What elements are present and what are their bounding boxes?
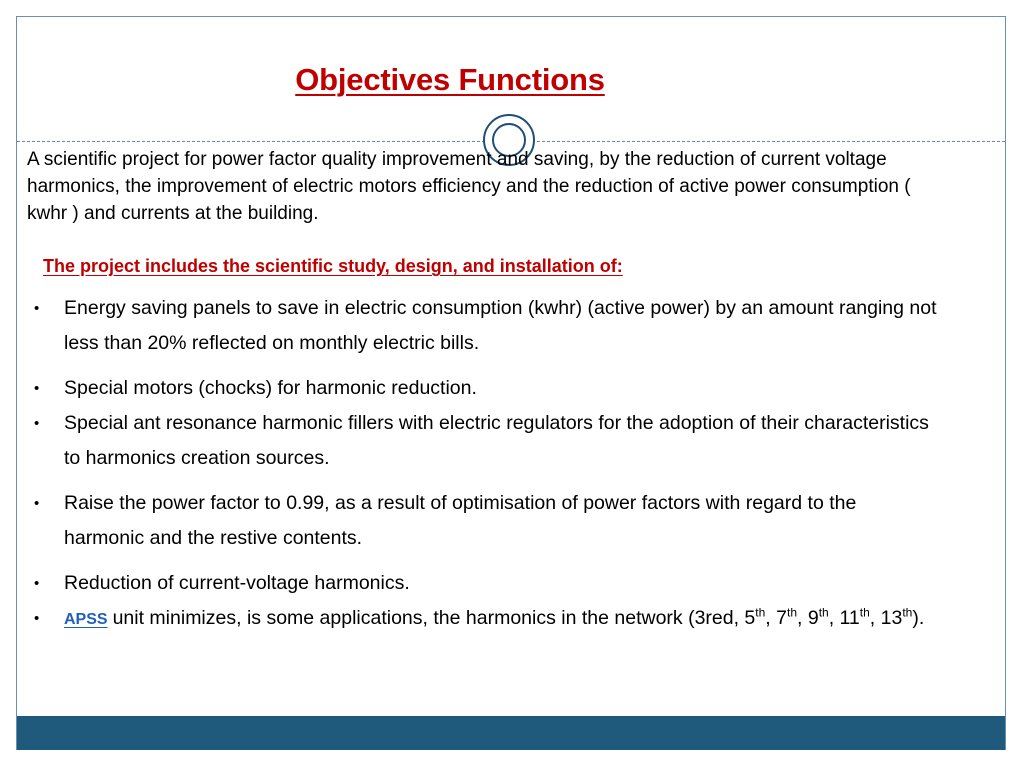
footer-bar [17,716,1005,750]
section-subheading: The project includes the scientific study, design, and installation of: [43,256,623,276]
list-item-text: Raise the power factor to 0.99, as a result of optimisation of power factors with regard to the harmonic and the restive contents. [64,492,857,549]
ordinal-suffix: th [902,605,913,620]
list-item-text: Special ant resonance harmonic fillers with electric regulators for the adoption of their characteristics to harmonics creation sources. [64,412,929,469]
list-item-text: Special motors (chocks) for harmonic reduction. [64,377,477,399]
bullet-icon: • [34,300,40,317]
list-item [30,371,940,406]
slide-title: Objectives Functions [295,62,605,97]
apss-text-a: unit minimizes, is some applications, the harmonics in the network (3red, 5 [112,607,756,629]
bullet-icon: • [34,380,40,397]
ordinal-suffix: th [786,605,797,620]
intro-paragraph: A scientific project for power factor quality improvement and saving, by the reduction of current voltage harmonics, the improvement of electric motors efficiency and the reduction of active power consumption ( kwhr ) and currents at the building. [27,149,911,224]
ordinal-suffix: th [859,605,870,620]
ordinal-suffix: th [755,605,766,620]
apss-link[interactable]: APSS [64,611,108,628]
list-item-text: Energy saving panels to save in electric consumption (kwhr) (active power) by an amount ranging not less than 20% reflected on monthly electric bills. [64,297,937,354]
list-item [30,406,940,476]
ordinal-suffix: th [818,605,829,620]
list-item-apss [30,601,940,637]
list-item [30,486,940,556]
list-item-text: Reduction of current-voltage harmonics. [64,572,410,594]
bullet-icon: • [34,575,40,592]
list-item [30,291,940,361]
objectives-list [30,291,940,637]
apss-text-e: , 13 [869,607,903,629]
bullet-icon: • [34,495,40,512]
apss-text-c: , 9 [797,607,819,629]
apss-text-d: , 11 [828,607,860,629]
bullet-icon: • [34,415,40,432]
apss-text-b: , 7 [765,607,787,629]
bullet-icon: • [34,610,40,627]
apss-text-f: ). [912,607,925,629]
list-item [30,566,940,601]
